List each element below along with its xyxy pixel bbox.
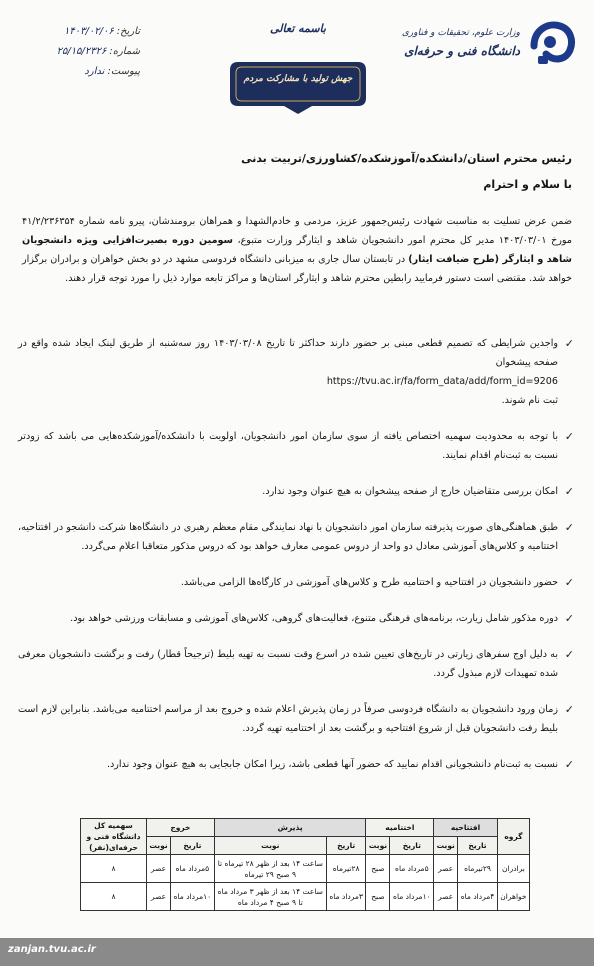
item-text: حضور دانشجویان در افتتاحیه و اختتامیه طرح و کلاس‌های آموزشی در کارگاه‌ها الزامی می‌باشد. xyxy=(180,577,558,588)
university-logo-icon xyxy=(526,16,578,68)
cell-group: برادران xyxy=(497,855,529,883)
col-group: گروه xyxy=(497,819,529,855)
col-departure: خروج xyxy=(147,819,215,837)
motto: باسمه تعالی xyxy=(270,22,326,35)
cell-rec-date: ۲۸تیرماه xyxy=(326,855,366,883)
cell-open-date: ۲۹تیرماه xyxy=(458,855,498,883)
cell-dep-shift: عصر xyxy=(147,855,171,883)
intro-text-1: ضمن عرض تسلیت به مناسبت شهادت رئیس‌جمهور عزیز، مردمی و خادم‌الشهدا و همراهان برومندشان، پیرو نامه شماره ۴۱/۲/۲۳۶۳۵۴ مورخ ۱۴۰۳/۰۳/۰۱ مدیر کل محترم امور دانشجویان شاهد و ایثارگر وزارت متبوع، xyxy=(22,216,572,246)
cell-rec-shift: ساعت ۱۴ بعد از ظهر ۳ مرداد ماه تا ۹ صبح ۴ مرداد ماه xyxy=(214,883,326,911)
addressee: رئیس محترم استان/دانشکده/آموزشکده/کشاورزی/تربیت بدنی xyxy=(241,152,572,165)
list-item xyxy=(18,609,574,628)
attachment-value: ندارد xyxy=(84,66,105,77)
intro-text-2: در تابستان سال جاری به میزبانی دانشگاه فردوسی مشهد در دو بخش خواهران و برادران برگزار خواهد شد. مقتضی است دستور فرمایید رابطین محترم شاهد و ایثارگر استان‌ها و مراکز تابعه موارد ذیل را مورد توجه قرار دهند. xyxy=(22,254,572,284)
col-closing-shift: نوبت xyxy=(366,837,390,855)
table-header-row xyxy=(81,819,530,837)
check-icon: ✓ xyxy=(564,485,574,498)
item-text: واجدین شرایطی که تصمیم قطعی مبنی بر حضور دارند حداکثر تا تاریخ ۱۴۰۳/۰۳/۰۸ روز سه‌شنبه از طریق لینک ایجاد شده واقع در صفحه پیشخوان xyxy=(18,338,558,368)
list-item xyxy=(18,645,574,683)
list-item xyxy=(18,427,574,465)
cell-group: خواهران xyxy=(497,883,529,911)
check-icon: ✓ xyxy=(564,758,574,771)
list-item xyxy=(18,334,574,410)
item-text: زمان ورود دانشجویان به دانشگاه فردوسی صرفاً در زمان پذیرش اعلام شده و خروج بعد از مراسم اختتامیه می‌باشد. بنابراین لازم است بلیط رفت دانشجویان قبل از شروع افتتاحیه و برگشت بعد از اختتامیه تهیه گردد. xyxy=(18,704,558,734)
col-reception: پذیرش xyxy=(214,819,366,837)
cell-quota: ۸ xyxy=(81,883,147,911)
attachment-label: پیوست: xyxy=(107,66,140,77)
cell-dep-shift: عصر xyxy=(147,883,171,911)
date-row xyxy=(30,22,140,42)
date-label: تاریخ: xyxy=(116,26,140,37)
item-text: دوره مذکور شامل زیارت، برنامه‌های فرهنگی متنوع، فعالیت‌های گروهی، کلاس‌های آموزشی و مسابقات ورزشی خواهد بود. xyxy=(70,613,558,624)
cell-dep-date: ۱۰مرداد ماه xyxy=(171,883,215,911)
cell-dep-date: ۵مرداد ماه xyxy=(171,855,215,883)
col-closing: اختتامیه xyxy=(366,819,434,837)
cell-open-shift: عصر xyxy=(434,883,458,911)
col-reception-date: تاریخ xyxy=(326,837,366,855)
col-opening-shift: نوبت xyxy=(434,837,458,855)
date-value: ۱۴۰۳/۰۲/۰۶ xyxy=(64,26,114,37)
intro-paragraph xyxy=(22,212,572,288)
table-row xyxy=(81,855,530,883)
check-icon: ✓ xyxy=(564,648,574,661)
attachment-row xyxy=(30,62,140,82)
cell-rec-shift: ساعت ۱۴ بعد از ظهر ۲۸ تیرماه تا ۹ صبح ۲۹ تیرماه xyxy=(214,855,326,883)
item-text: طبق هماهنگی‌های صورت پذیرفته سازمان امور دانشجویان با نهاد نمایندگی مقام معظم رهبری در دانشگاه‌ها شرکت دانشجو در افتتاحیه، اختتامیه و کلاس‌های آموزشی معادل دو واحد از دروس عمومی معارف خواهد بود که دروس مذکور متعاقبا اعلام می‌گردد. xyxy=(18,522,558,552)
university-name: دانشگاه فنی و حرفه‌ای xyxy=(404,44,520,58)
check-icon: ✓ xyxy=(564,612,574,625)
letter-meta xyxy=(30,22,140,82)
item-text: امکان بررسی متقاضیان خارج از صفحه پیشخوان به هیچ عنوان وجود ندارد. xyxy=(262,486,558,497)
header-emblem xyxy=(228,22,368,122)
number-label: شماره: xyxy=(109,46,140,57)
check-icon: ✓ xyxy=(564,576,574,589)
list-item xyxy=(18,700,574,738)
col-departure-date: تاریخ xyxy=(171,837,215,855)
list-item xyxy=(18,482,574,501)
col-opening-date: تاریخ xyxy=(458,837,498,855)
registration-link[interactable]: https://tvu.ac.ir/fa/form_data/add/form_id=9206 xyxy=(326,376,558,387)
cell-close-shift: صبح xyxy=(366,855,390,883)
number-value: ۲۵/۱۵/۲۳۲۶ xyxy=(56,46,107,57)
table-subheader-row xyxy=(81,837,530,855)
item-text: با توجه به محدودیت سهمیه اختصاص یافته از سوی سازمان امور دانشجویان، اولویت با دانشکده/آموزشکده‌هایی می باشد که زودتر نسبت به ثبت‌نام اقدام نمایند. xyxy=(18,431,558,461)
item-text: نسبت به ثبت‌نام دانشجویانی اقدام نمایید که حضور آنها قطعی باشد، زیرا امکان جابجایی به هیچ عنوان وجود ندارد. xyxy=(106,759,558,770)
cell-open-date: ۴مرداد ماه xyxy=(458,883,498,911)
site-watermark: zanjan.tvu.ac.ir xyxy=(8,944,96,955)
cell-quota: ۸ xyxy=(81,855,147,883)
university-logo xyxy=(401,14,578,84)
list-item xyxy=(18,573,574,592)
cell-rec-date: ۳مرداد ماه xyxy=(326,883,366,911)
check-icon: ✓ xyxy=(564,430,574,443)
table-row xyxy=(81,883,530,911)
check-icon: ✓ xyxy=(564,703,574,716)
slogan-text: جهش تولید با مشارکت مردم xyxy=(243,74,353,84)
list-item xyxy=(18,755,574,774)
check-icon: ✓ xyxy=(564,337,574,350)
cell-close-date: ۵مرداد ماه xyxy=(390,855,434,883)
schedule-table xyxy=(80,818,530,911)
col-opening: افتتاحیه xyxy=(434,819,498,837)
intro-program-title: سومین دوره بصیرت‌افزایی ویژه دانشجویان شاهد و ایثارگر (طرح ضیافت ایثار) xyxy=(22,235,572,265)
number-row xyxy=(30,42,140,62)
col-reception-shift: نوبت xyxy=(214,837,326,855)
ministry-name: وزارت علوم، تحقیقات و فناوری xyxy=(401,28,520,38)
slogan-banner-icon xyxy=(228,58,368,116)
item-text: به دلیل اوج سفرهای زیارتی در تاریخ‌های تعیین شده در اسرع وقت نسبت به تهیه بلیط (ترجیحاً قطار) رفت و برگشت دانشجویان معرفی شده تمهیدات لازم مبذول گردد. xyxy=(18,649,558,679)
list-item xyxy=(18,518,574,556)
cell-open-shift: عصر xyxy=(434,855,458,883)
salutation: با سلام و احترام xyxy=(483,178,572,191)
cell-close-date: ۱۰مرداد ماه xyxy=(390,883,434,911)
cell-close-shift: صبح xyxy=(366,883,390,911)
col-quota: سهمیه کل دانشگاه فنی و حرفه‌ای(نفر) xyxy=(81,819,147,855)
instruction-list xyxy=(18,334,574,791)
check-icon: ✓ xyxy=(564,521,574,534)
col-departure-shift: نوبت xyxy=(147,837,171,855)
col-closing-date: تاریخ xyxy=(390,837,434,855)
item-text-after: ثبت نام شوند. xyxy=(501,395,558,406)
